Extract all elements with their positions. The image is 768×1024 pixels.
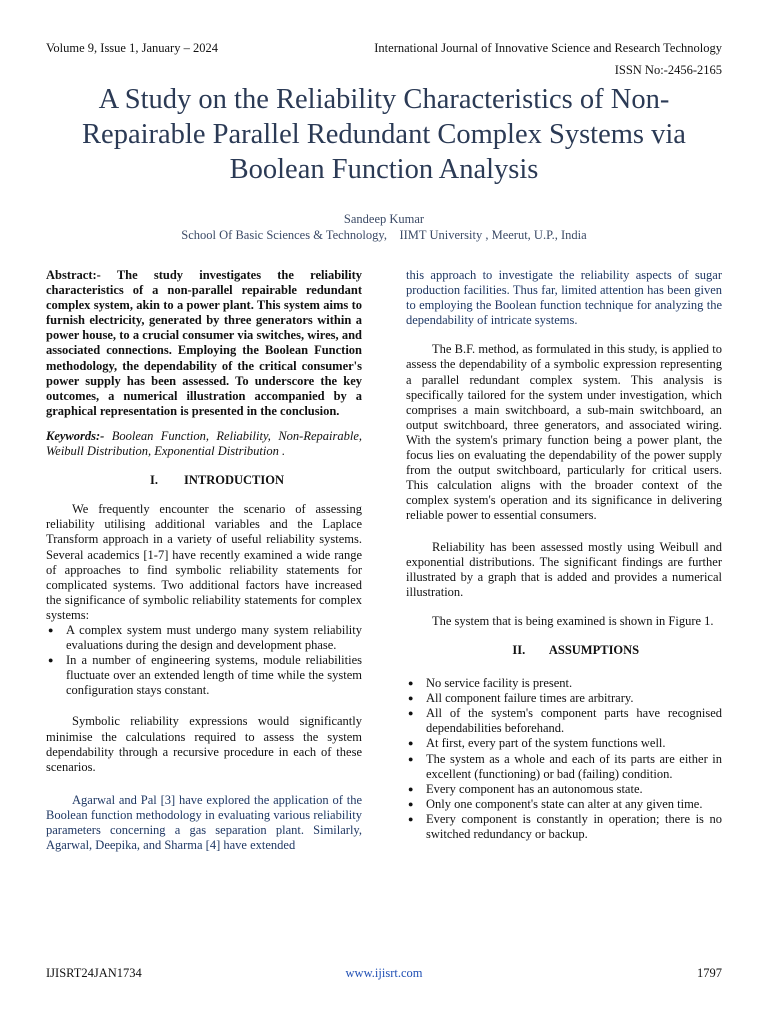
footer-website-link[interactable]: www.ijisrt.com [345, 966, 423, 980]
section-number: II. [512, 642, 526, 657]
intro-paragraph-1: We frequently encounter the scenario of assessing reliability utilising additional variables and the Laplace Transform approach in a variety of useful reliability systems. Several academics [1-7] have recently examined a wide range of approaches to find symbolic reliability statements for complicated systems. Two additional factors have increased the significance of symbolic reliability statements for complex systems: [46, 502, 362, 622]
section-title: INTRODUCTION [183, 473, 284, 488]
list-item: ● Only one component's state can alter at any given time. [406, 797, 722, 812]
list-item: ● Every component is constantly in operation; there is no switched redundancy or backup. [406, 812, 722, 842]
paper-title: A Study on the Reliability Characteristics of Non-Repairable Parallel Redundant Complex Systems via Boolean Function Analysis [82, 84, 686, 185]
intro-paragraph-3: Agarwal and Pal [3] have explored the application of the Boolean function methodology in evaluating various reliability parameters concerning a gas separation plant. Similarly, Agarwal, Deepika, and Sharma [4] have extended [46, 792, 362, 853]
list-item: ● Every component has an autonomous state. [406, 782, 722, 797]
header-journal: International Journal of Innovative Science and Research Technology [374, 41, 722, 55]
section-heading-assumptions [406, 643, 722, 658]
left-column [46, 268, 362, 863]
intro-paragraph-4: The B.F. method, as formulated in this study, is applied to assess the dependability of a symbolic expression representing a parallel redundant complex system. This analysis is specifically tailored for the system under investigation, which comprises a main switchboard, a sub-main switchboard, an output switchboard, three generators, and associated wiring. With the system's primary function being a power plant, the focus lies on evaluating the dependability of the power supply from the output switchboard, particularly for critical users. This calculation aligns with the broader context of the complex system's operation and its significance in delivering reliable power to essential consumers. [406, 342, 722, 523]
intro-paragraph-5: Reliability has been assessed mostly using Weibull and exponential distributions. The significant findings are further illustrated by a graph that is added and provides a numerical illustration. [406, 539, 722, 599]
abstract: Abstract:- The study investigates the reliability characteristics of a non-parallel repairable redundant complex system, akin to a power plant. This system aims to furnish electricity, generated by three generators within a power house, to a crucial consumer via switches, wires, and associated connections. Employing the Boolean Function methodology, the dependability of the critical consumer's power supply has been assessed. To underscore the key outcomes, a numerical illustration accompanied by a graphical representation is presented in the conclusion. [46, 268, 362, 418]
header-volume: Volume 9, Issue 1, January – 2024 [46, 41, 218, 55]
section-title: ASSUMPTIONS [548, 642, 640, 657]
keywords-text: Boolean Function, Reliability, Non-Repairable, Weibull Distribution, Exponential Distribution . [46, 428, 362, 459]
header-issn: ISSN No:-2456-2165 [614, 63, 722, 77]
list-item: ● In a number of engineering systems, module reliabilities fluctuate over an extended length of time while the system configuration stays constant. [46, 653, 362, 698]
intro-bullet-list [46, 623, 362, 698]
section-number: I. [149, 473, 158, 488]
intro-paragraph-3-continued: this approach to investigate the reliability aspects of sugar production facilities. Thus far, limited attention has been given to employing the Boolean function technique for analyzing the dependability of intricate systems. [406, 268, 722, 328]
list-item: ● All component failure times are arbitrary. [406, 691, 722, 706]
list-item: ● No service facility is present. [406, 676, 722, 691]
footer-paper-code: IJISRT24JAN1734 [46, 966, 142, 980]
list-item: ● All of the system's component parts have recognised dependabilities beforehand. [406, 706, 722, 736]
list-item: ● A complex system must undergo many system reliability evaluations during the design and development phase. [46, 623, 362, 653]
list-item: ● The system as a whole and each of its parts are either in excellent (functioning) or bad (failing) condition. [406, 752, 722, 782]
author-name: Sandeep Kumar [343, 212, 425, 226]
intro-paragraph-2: Symbolic reliability expressions would significantly minimise the calculations required to assess the system dependability through a recursive procedure in each of these scenarios. [46, 714, 362, 774]
intro-paragraph-6: The system that is being examined is shown in Figure 1. [432, 613, 714, 628]
author-affiliation: School Of Basic Sciences & Technology, IIMT University , Meerut, U.P., India [181, 228, 587, 242]
keywords [46, 429, 362, 459]
footer-page-number: 1797 [697, 966, 722, 980]
assumptions-list [406, 676, 722, 842]
list-item: ● At first, every part of the system functions well. [406, 736, 722, 751]
right-column [406, 268, 722, 852]
keywords-label: Keywords:- [46, 428, 105, 443]
section-heading-introduction [46, 473, 362, 488]
